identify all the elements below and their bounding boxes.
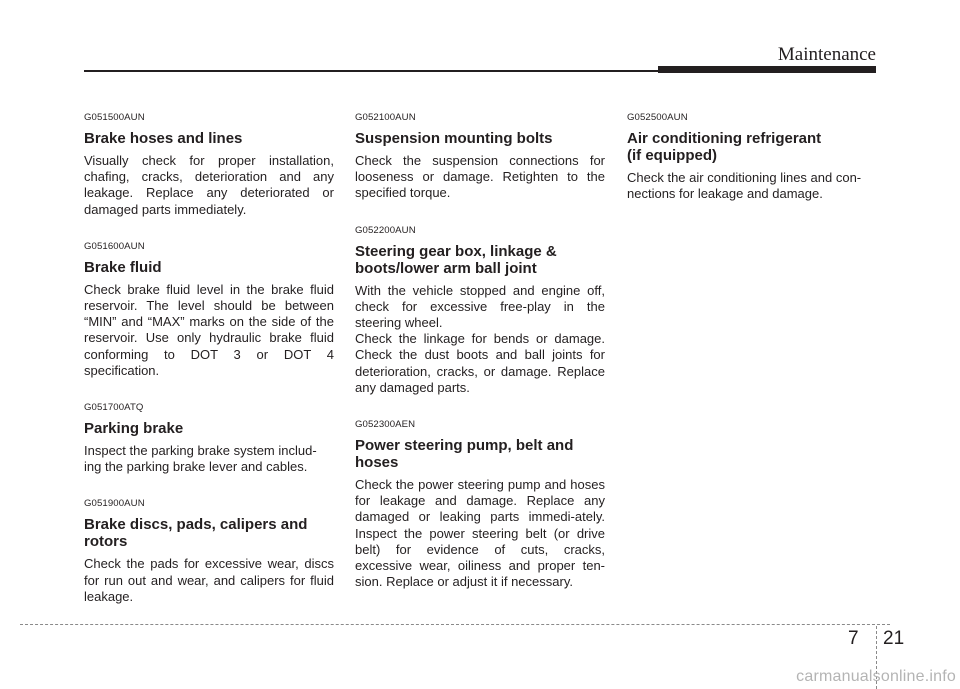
section-code: G051600AUN bbox=[84, 240, 145, 252]
section-heading: Power steering pump, belt and hoses bbox=[355, 437, 574, 472]
section-text: With the vehicle stopped and engine off, check for excessive free-play in the steering wheel. bbox=[355, 282, 605, 331]
section-brake-fluid bbox=[84, 241, 334, 379]
column-2 bbox=[355, 112, 605, 613]
section-text: Check the air conditioning lines and con- nections for leakage and damage. bbox=[627, 170, 862, 202]
watermark: carmanualsonline.info bbox=[796, 668, 956, 685]
page-number: 21 bbox=[883, 628, 905, 649]
section-code: G052300AEN bbox=[355, 419, 416, 431]
section-steering-gear bbox=[355, 225, 605, 396]
section-code: G051700ATQ bbox=[84, 402, 144, 414]
column-1 bbox=[84, 112, 334, 628]
section-parking-brake bbox=[84, 402, 334, 475]
section-heading: Steering gear box, linkage & boots/lower arm ball joint bbox=[355, 242, 557, 277]
section-ac-refrigerant bbox=[627, 112, 877, 202]
section-text: Check the power steering pump and hoses for leakage and damage. Replace any damaged or leaking parts immedi-ately. Inspect the power steering belt (or drive belt) for evidence of cuts, cracks, excessive wear, oiliness and proper ten-sion. Replace or adjust it if necessary. bbox=[355, 477, 605, 590]
section-text-2: Check the linkage for bends or damage. Check the dust boots and ball joints for deterioration, cracks, or damage. Replace any damaged parts. bbox=[355, 331, 605, 395]
column-3 bbox=[627, 112, 877, 225]
section-text: Check the pads for excessive wear, discs for run out and wear, and calipers for fluid leakage. bbox=[84, 556, 334, 604]
section-brake-hoses bbox=[84, 112, 334, 218]
section-text: Visually check for proper installation, chafing, cracks, deterioration and any leakage. Replace any deteriorated or damaged parts immediately. bbox=[84, 153, 334, 217]
section-title: Maintenance bbox=[777, 44, 876, 65]
section-heading: Brake discs, pads, calipers and rotors bbox=[84, 516, 308, 551]
header-rule bbox=[84, 70, 658, 72]
section-heading: Parking brake bbox=[84, 420, 184, 438]
section-code: G052500AUN bbox=[627, 112, 688, 123]
section-brake-discs bbox=[84, 498, 334, 605]
section-text: Check brake fluid level in the brake fluid reservoir. The level should be between “MIN” and “MAX” marks on the side of the reservoir. Use only hydraulic brake fluid conforming to DOT 3 or DOT 4 specification. bbox=[84, 281, 334, 378]
section-heading: Suspension mounting bolts bbox=[355, 130, 553, 147]
section-heading: Brake fluid bbox=[84, 258, 162, 276]
section-text: Check the suspension connections for looseness or damage. Retighten to the specified torque. bbox=[355, 153, 605, 201]
section-heading: Brake hoses and lines bbox=[84, 130, 243, 147]
section-power-steering bbox=[355, 419, 605, 590]
section-suspension-bolts bbox=[355, 112, 605, 202]
section-code: G052100AUN bbox=[355, 112, 416, 123]
section-heading: Air conditioning refrigerant (if equipped) bbox=[627, 130, 822, 164]
section-code: G051500AUN bbox=[84, 112, 145, 123]
chapter-number: 7 bbox=[848, 628, 859, 649]
section-code: G052200AUN bbox=[355, 224, 416, 236]
section-code: G051900AUN bbox=[84, 498, 145, 510]
footer-rule bbox=[20, 624, 890, 625]
header-bar bbox=[658, 66, 876, 73]
section-text: Inspect the parking brake system includ- ing the parking brake lever and cables. bbox=[84, 443, 317, 475]
